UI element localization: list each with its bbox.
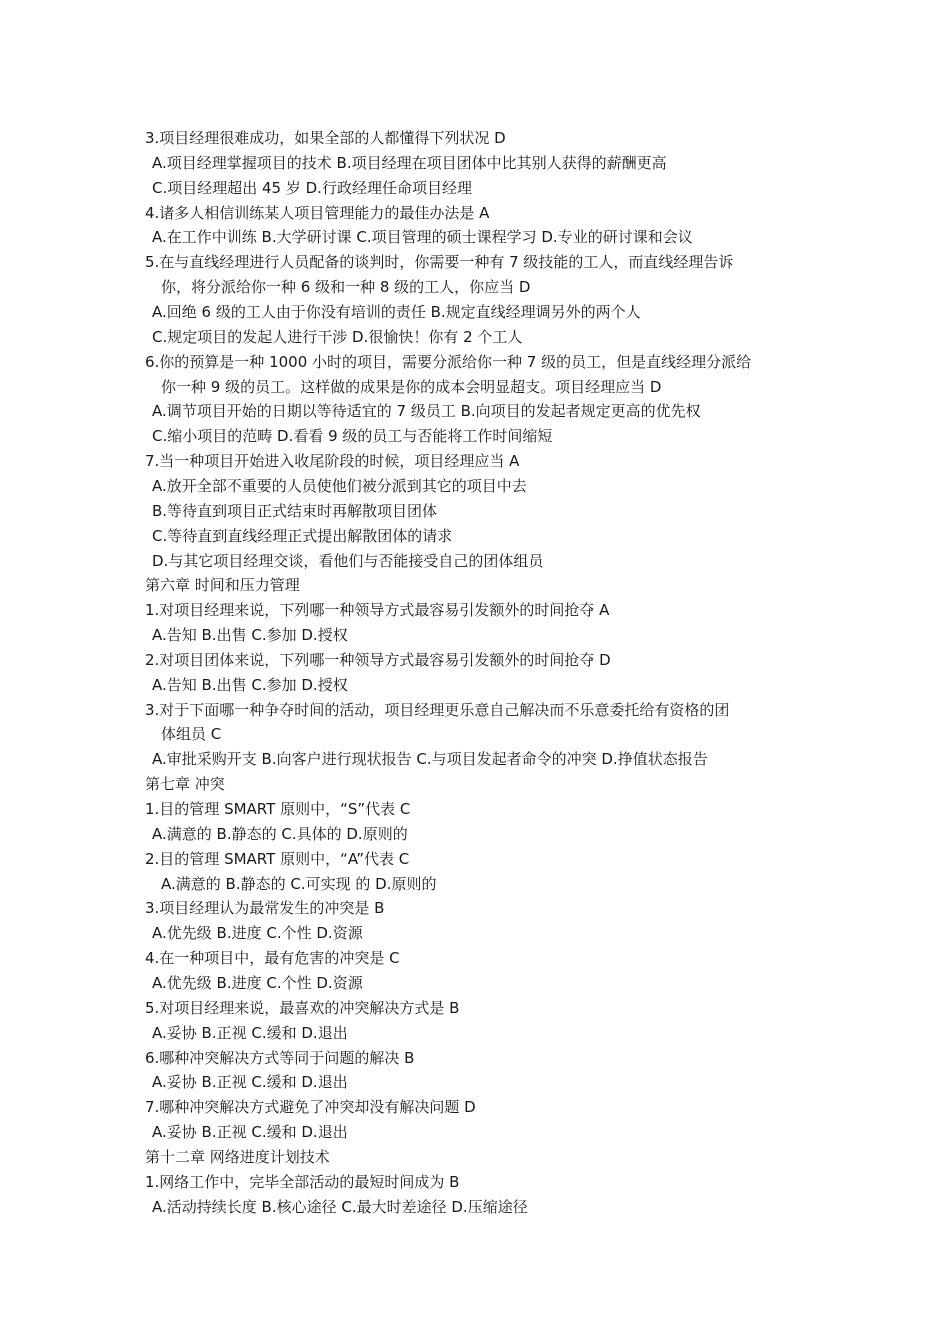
option-line: A.妥协 B.正视 C.缓和 D.退出 [152,1023,348,1042]
chapter-heading: 第十二章 网络进度计划技术 [145,1147,330,1166]
option-line: A.优先级 B.进度 C.个性 D.资源 [152,924,363,943]
question-line: 7.哪种冲突解决方式避免了冲突却没有解决问题 D [145,1098,476,1117]
question-line: 3.对于下面哪一种争夺时间的活动，项目经理更乐意自己解决而不乐意委托给有资格的团 [145,700,730,719]
option-line: C.等待直到直线经理正式提出解散团体的请求 [152,526,453,545]
question-line: 4.在一种项目中，最有危害的冲突是 C [145,949,400,968]
option-line: A.妥协 B.正视 C.缓和 D.退出 [152,1123,348,1141]
option-line: B.等待直到项目正式结束时再解散项目团体 [152,501,438,520]
question-continuation: 体组员 C [161,725,222,744]
option-line: C.项目经理超出 45 岁 D.行政经理任命项目经理 [152,178,472,197]
chapter-heading: 第七章 冲突 [145,775,225,794]
option-line: A.放开全部不重要的人员使他们被分派到其它的项目中去 [152,476,527,495]
question-line: 1.目的管理 SMART 原则中，“S”代表 C [145,800,411,818]
option-line: A.满意的 B.静态的 C.具体的 D.原则的 [152,824,408,843]
question-line: 5.在与直线经理进行人员配备的谈判时，你需要一种有 7 级技能的工人，而直线经理告诉 [145,253,734,272]
question-continuation: 你，将分派给你一种 6 级和一种 8 级的工人，你应当 D [161,278,531,297]
question-continuation: 你一种 9 级的员工。这样做的成果是你的成本会明显超支。项目经理应当 D [161,377,662,396]
option-line: A.告知 B.出售 C.参加 D.授权 [152,626,348,644]
option-line: A.告知 B.出售 C.参加 D.授权 [152,675,348,694]
question-line: 2.对项目团体来说，下列哪一种领导方式最容易引发额外的时间抢夺 D [145,650,611,669]
question-line: 4.诸多人相信训练某人项目管理能力的最佳办法是 A [145,203,490,222]
option-line: A.审批采购开支 B.向客户进行现状报告 C.与项目发起者命令的冲突 D.挣值状态报告 [152,750,708,769]
question-line: 5.对项目经理来说，最喜欢的冲突解决方式是 B [145,998,460,1017]
question-line: 1.对项目经理来说，下列哪一种领导方式最容易引发额外的时间抢夺 A [145,601,610,620]
question-line: 3.项目经理认为最常发生的冲突是 B [145,899,385,918]
option-line: C.缩小项目的范畴 D.看看 9 级的员工与否能将工作时间缩短 [152,427,553,446]
option-line: A.调节项目开始的日期以等待适宜的 7 级员工 B.向项目的发起者规定更高的优先权 [152,402,701,421]
option-line: A.在工作中训练 B.大学研讨课 C.项目管理的硕士课程学习 D.专业的研讨课和会议 [152,228,693,247]
option-line: C.规定项目的发起人进行干涉 D.很愉快！你有 2 个工人 [152,327,523,346]
question-line: 7.当一种项目开始进入收尾阶段的时候，项目经理应当 A [145,452,520,471]
question-line: 2.目的管理 SMART 原则中，“A”代表 C [145,849,410,868]
option-line: A.项目经理掌握项目的技术 B.项目经理在项目团体中比其别人获得的薪酬更高 [152,153,667,172]
option-line: A.优先级 B.进度 C.个性 D.资源 [152,973,363,992]
question-line: 6.你的预算是一种 1000 小时的项目，需要分派给你一种 7 级的员工，但是直线经理分派给 [145,352,752,371]
option-line: A.活动持续长度 B.核心途径 C.最大时差途径 D.压缩途径 [152,1197,528,1216]
option-line: A.满意的 B.静态的 C.可实现 的 D.原则的 [161,874,437,893]
question-line: 6.哪种冲突解决方式等同于问题的解决 B [145,1048,415,1067]
question-line: 1.网络工作中，完毕全部活动的最短时间成为 B [145,1172,460,1191]
option-line: D.与其它项目经理交谈，看他们与否能接受自己的团体组员 [152,551,544,570]
question-line: 3.项目经理很难成功，如果全部的人都懂得下列状况 D [145,129,506,147]
option-line: A.妥协 B.正视 C.缓和 D.退出 [152,1073,348,1092]
chapter-heading: 第六章 时间和压力管理 [145,576,300,595]
option-line: A.回绝 6 级的工人由于你没有培训的责任 B.规定直线经理调另外的两个人 [152,303,641,321]
